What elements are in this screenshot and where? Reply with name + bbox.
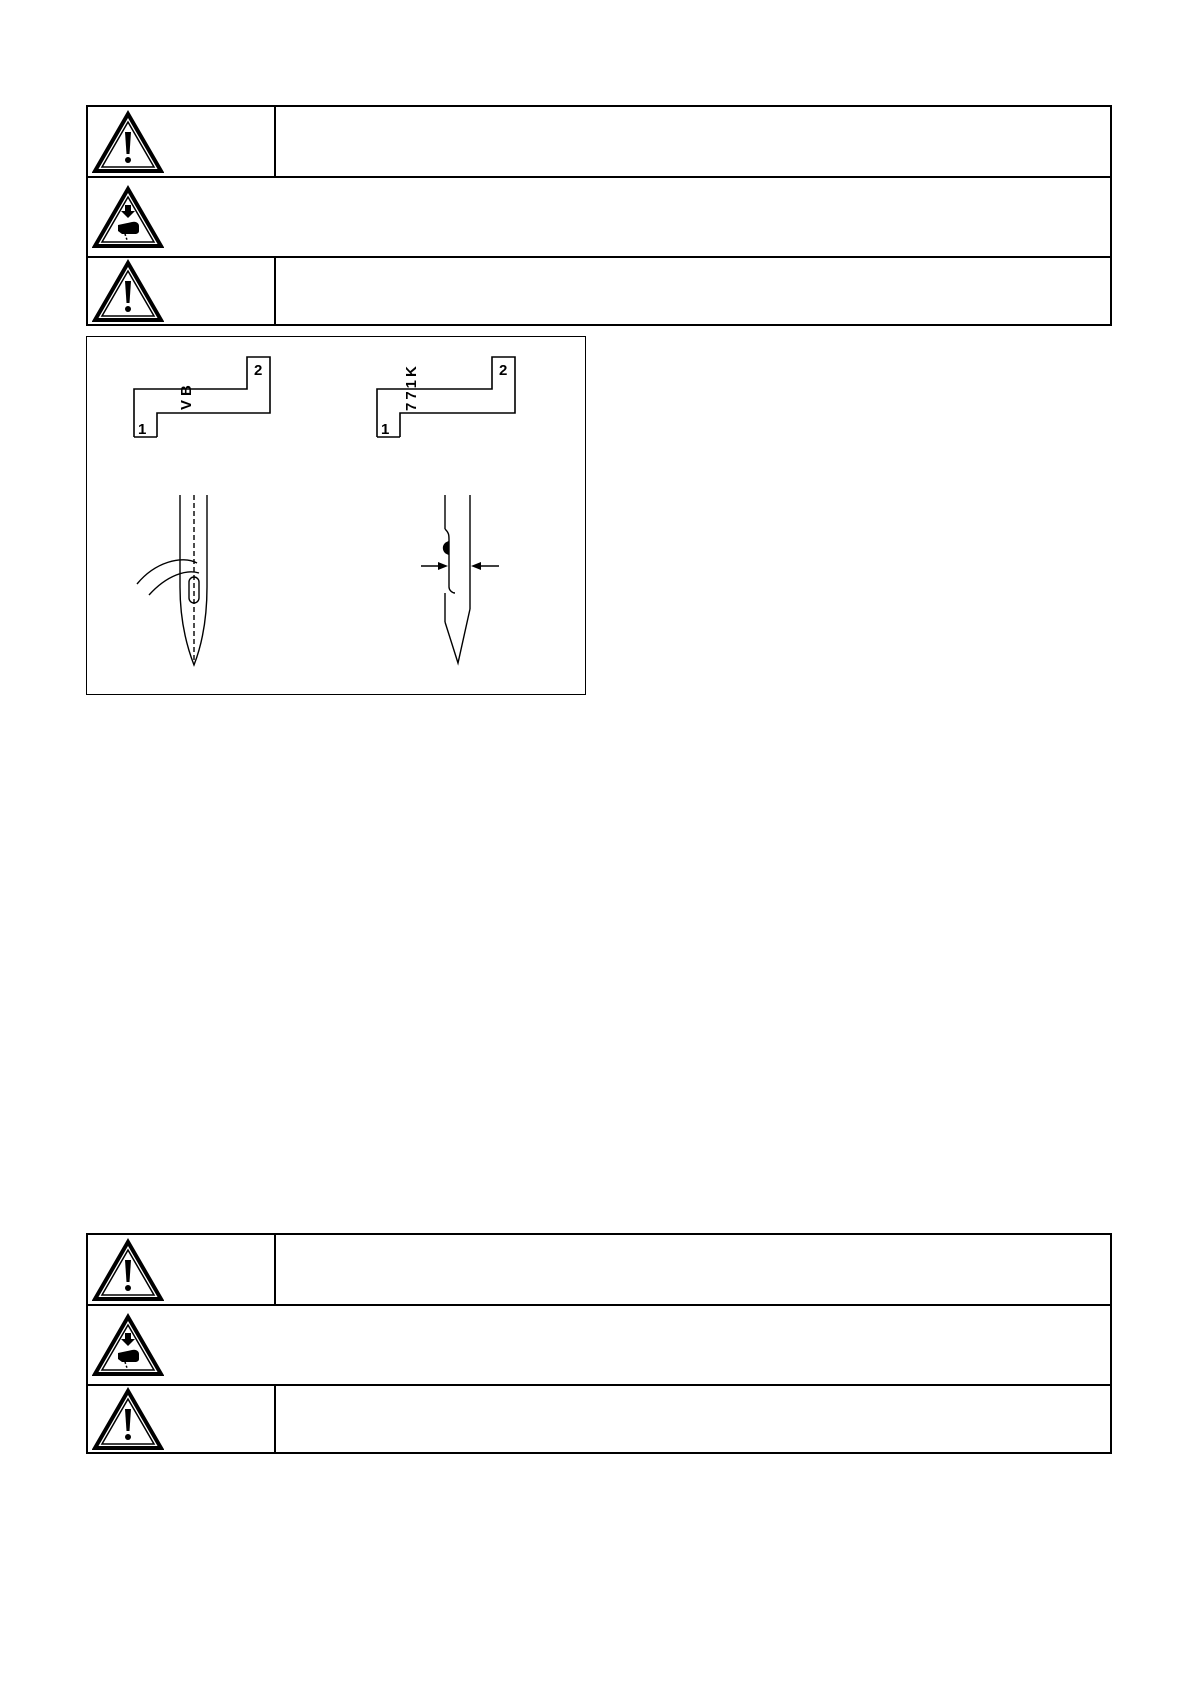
warning-row-caution — [88, 107, 1110, 176]
right-label-number-2: 2 — [499, 362, 508, 379]
warning-row-hand-injury — [88, 176, 1110, 256]
caution-triangle-icon — [92, 1387, 164, 1451]
left-needle-drawing — [137, 495, 207, 665]
right-label-number-1: 1 — [381, 421, 390, 438]
warning-text — [278, 107, 1110, 176]
warning-text — [278, 1386, 1110, 1452]
bottom-warning-block — [86, 1233, 1112, 1454]
warning-row-caution — [88, 1384, 1110, 1452]
warning-row-caution — [88, 1235, 1110, 1304]
caution-triangle-icon — [92, 259, 164, 323]
top-warning-block — [86, 105, 1112, 326]
right-needle-code: 771K — [403, 363, 420, 411]
left-label-number-1: 1 — [138, 421, 147, 438]
left-label-number-2: 2 — [254, 362, 263, 379]
hand-injury-warning-icon — [92, 1313, 164, 1377]
warning-row-hand-injury — [88, 1304, 1110, 1384]
warning-text — [278, 1306, 1110, 1384]
right-needle-drawing — [421, 495, 499, 663]
hand-injury-warning-icon — [92, 185, 164, 249]
needle-figure — [86, 336, 586, 695]
caution-triangle-icon — [92, 110, 164, 174]
caution-triangle-icon — [92, 1238, 164, 1302]
left-needle-label-shape — [134, 357, 270, 437]
needle-diagram — [87, 337, 584, 693]
right-needle-label-shape — [377, 357, 515, 437]
warning-text — [278, 178, 1110, 256]
left-needle-code: VB — [178, 381, 195, 410]
warning-text — [278, 1235, 1110, 1304]
warning-text — [278, 258, 1110, 324]
warning-row-caution — [88, 256, 1110, 324]
